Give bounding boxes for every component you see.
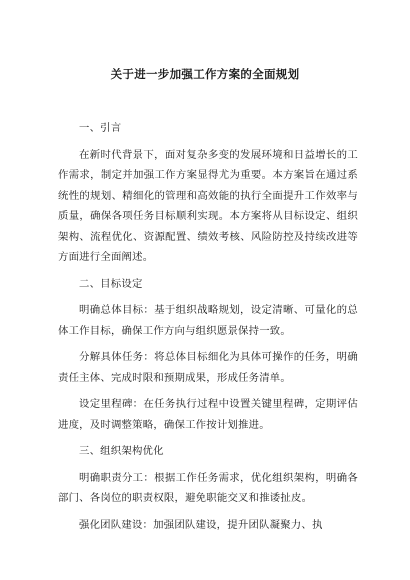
paragraph: 设定里程碑：在任务执行过程中设置关键里程碑，定期评估进度，及时调整策略，确保工作按计划推进。 xyxy=(58,398,358,431)
document-title: 关于进一步加强工作方案的全面规划 xyxy=(110,67,300,81)
section-heading-org: 三、组织架构优化 xyxy=(79,445,164,457)
paragraph: 明确职责分工：根据工作任务需求，优化组织架构，明确各部门、各岗位的职责权限，避免职能交叉和推诿扯皮。 xyxy=(58,471,358,504)
paragraph: 强化团队建设：加强团队建设，提升团队凝聚力、执 xyxy=(79,518,323,531)
section-heading-intro: 一、引言 xyxy=(79,122,122,134)
paragraph: 分解具体任务：将总体目标细化为具体可操作的任务，明确责任主体、完成时限和预期成果，形成任务清单。 xyxy=(58,351,358,384)
paragraph: 在新时代背景下，面对复杂多变的发展环境和日益增长的工作需求，制定并加强工作方案显得尤为重要。本方案旨在通过系统性的规划、精细化的管理和高效能的执行全面提升工作效率与质量，确保各项任务目标顺利实现。本方案将从目标设定、组织架构、流程优化、资源配置、绩效考核、风险防控及持续改进等方面进行全面阐述。 xyxy=(58,148,358,263)
paragraph: 明确总体目标：基于组织战略规划，设定清晰、可量化的总体工作目标，确保工作方向与组织愿景保持一致。 xyxy=(58,304,358,337)
section-heading-goals: 二、目标设定 xyxy=(79,277,143,290)
document-body xyxy=(58,118,358,541)
